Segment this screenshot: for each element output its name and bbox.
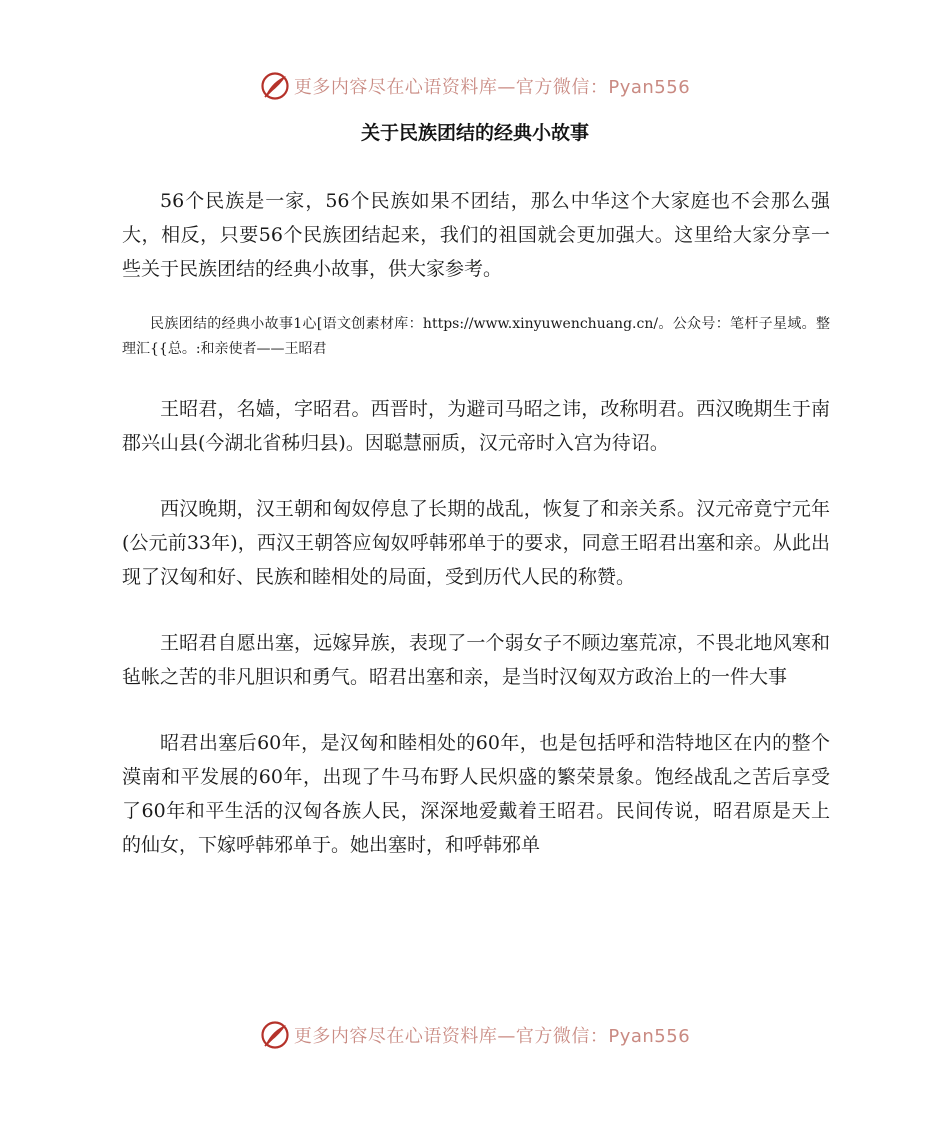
footer-banner-text: 更多内容尽在心语资料库—官方微信：Pyan556 [293,1026,691,1047]
paragraph: 王昭君自愿出塞，远嫁异族，表现了一个弱女子不顾边塞荒凉，不畏北地风寒和毡帐之苦的非凡胆识和勇气。昭君出塞和亲，是当时汉匈双方政治上的一件大事 [122,632,830,688]
footer-banner [0,1015,950,1055]
paragraph-source-note: 民族团结的经典小故事1心[语文创素材库：https://www.xinyuwenchuang.cn/。公众号：笔杆子星域。整理汇{{总。:和亲使者——王昭君 [122,316,830,357]
page-title: 关于民族团结的经典小故事 [360,122,589,144]
document-body [122,184,830,894]
paragraph-intro: 56个民族是一家，56个民族如果不团结，那么中华这个大家庭也不会那么强大，相反，只要56个民族团结起来，我们的祖国就会更加强大。这里给大家分享一些关于民族团结的经典小故事，供大家参考。 [122,190,830,280]
quill-pen-logo-icon [260,1020,290,1050]
quill-pen-logo-icon [260,71,290,101]
header-banner-text: 更多内容尽在心语资料库—官方微信：Pyan556 [293,77,691,98]
paragraph: 王昭君，名嫱，字昭君。西晋时，为避司马昭之讳，改称明君。西汉晚期生于南郡兴山县(今湖北省秭归县)。因聪慧丽质，汉元帝时入宫为待诏。 [122,398,830,454]
header-banner [0,66,950,106]
paragraph: 昭君出塞后60年，是汉匈和睦相处的60年，也是包括呼和浩特地区在内的整个漠南和平发展的60年，出现了牛马布野人民炽盛的繁荣景象。饱经战乱之苦后享受了60年和平生活的汉匈各族人民，深深地爱戴着王昭君。民间传说，昭君原是天上的仙女，下嫁呼韩邪单于。她出塞时，和呼韩邪单 [122,732,830,856]
paragraph: 西汉晚期，汉王朝和匈奴停息了长期的战乱，恢复了和亲关系。汉元帝竟宁元年(公元前33年)，西汉王朝答应匈奴呼韩邪单于的要求，同意王昭君出塞和亲。从此出现了汉匈和好、民族和睦相处的局面，受到历代人民的称赞。 [122,498,830,588]
